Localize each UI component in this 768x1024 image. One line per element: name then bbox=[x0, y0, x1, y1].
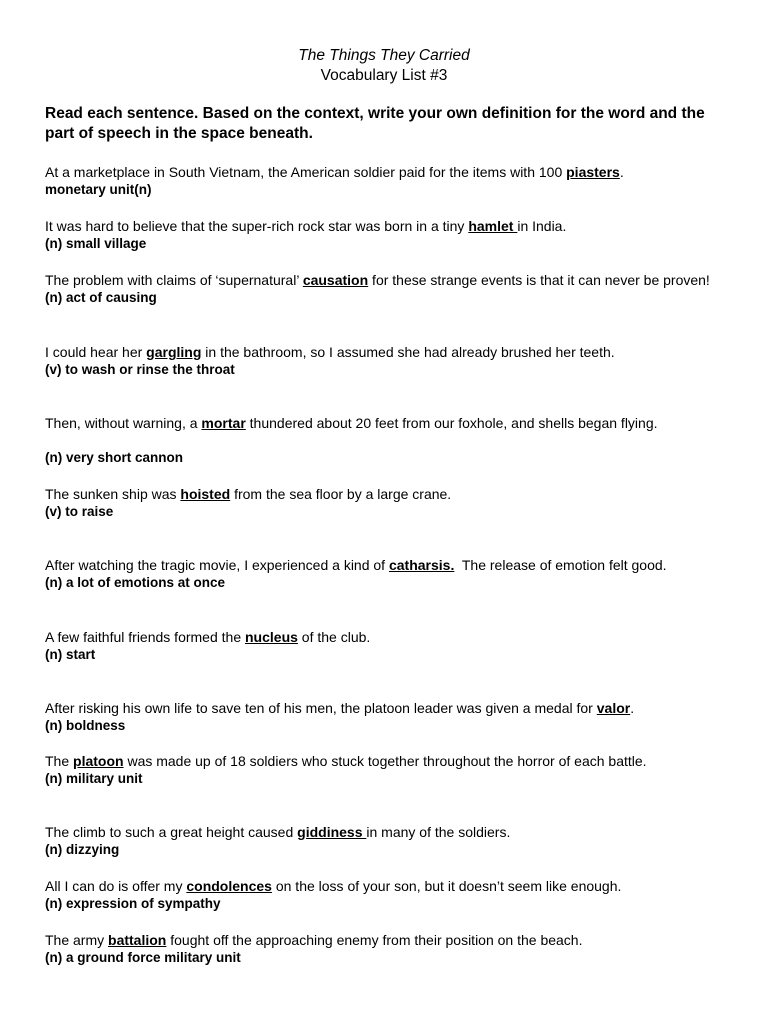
sentence-after: for these strange events is that it can never be proven! bbox=[368, 272, 710, 288]
sentence-after: in the bathroom, so I assumed she had already brushed her teeth. bbox=[201, 344, 615, 360]
sentence-before: The climb to such a great height caused bbox=[45, 824, 298, 840]
example-sentence bbox=[45, 414, 735, 432]
example-sentence bbox=[45, 823, 735, 841]
example-sentence bbox=[45, 931, 735, 949]
example-sentence bbox=[45, 343, 735, 361]
definition: (n) start bbox=[45, 647, 96, 662]
sentence-after: in many of the soldiers. bbox=[366, 824, 511, 840]
sentence-before: I could hear her bbox=[45, 344, 147, 360]
definition: (n) very short cannon bbox=[45, 450, 184, 465]
definition: (v) to wash or rinse the throat bbox=[45, 362, 235, 377]
vocab-word: gargling bbox=[146, 344, 202, 360]
definition: (n) small village bbox=[45, 236, 147, 251]
example-sentence bbox=[45, 699, 735, 717]
title-block bbox=[0, 46, 768, 86]
sentence-before: The army bbox=[45, 932, 109, 948]
vocab-word: condolences bbox=[186, 878, 272, 894]
vocab-item-platoon bbox=[45, 752, 735, 788]
page-title: The Things They Carried bbox=[298, 47, 470, 64]
sentence-before: At a marketplace in South Vietnam, the American soldier paid for the items with 100 bbox=[45, 164, 567, 180]
sentence-after: was made up of 18 soldiers who stuck together throughout the horror of each battle. bbox=[123, 753, 647, 769]
instructions: Read each sentence. Based on the context, write your own definition for the word and the part of speech in the space beneath. bbox=[45, 105, 705, 142]
vocab-word: piasters bbox=[566, 164, 620, 180]
example-sentence bbox=[45, 485, 735, 503]
example-sentence bbox=[45, 271, 735, 289]
vocab-item-causation bbox=[45, 271, 735, 307]
vocab-item-piasters bbox=[45, 163, 735, 199]
sentence-after: from the sea floor by a large crane. bbox=[230, 486, 452, 502]
definition: (n) a ground force military unit bbox=[45, 950, 241, 965]
vocab-item-hoisted bbox=[45, 485, 735, 521]
vocab-word: nucleus bbox=[245, 629, 298, 645]
vocab-item-condolences bbox=[45, 877, 735, 913]
vocab-item-battalion bbox=[45, 931, 735, 967]
vocab-word: platoon bbox=[73, 753, 124, 769]
sentence-after: of the club. bbox=[297, 629, 371, 645]
vocab-item-valor bbox=[45, 699, 735, 735]
definition: (v) to raise bbox=[45, 504, 114, 519]
sentence-before: Then, without warning, a bbox=[45, 415, 202, 431]
vocab-item-giddiness bbox=[45, 823, 735, 859]
sentence-before: The bbox=[45, 753, 74, 769]
vocab-word: catharsis. bbox=[388, 557, 455, 573]
sentence-before: It was hard to believe that the super-rich rock star was born in a tiny bbox=[45, 218, 469, 234]
sentence-before: After watching the tragic movie, I experienced a kind of bbox=[45, 557, 389, 573]
vocab-word: hamlet bbox=[468, 218, 518, 234]
vocab-word: valor bbox=[596, 700, 631, 716]
definition: (n) act of causing bbox=[45, 290, 157, 305]
sentence-before: All I can do is offer my bbox=[45, 878, 187, 894]
example-sentence bbox=[45, 877, 735, 895]
definition: (n) a lot of emotions at once bbox=[45, 575, 226, 590]
example-sentence bbox=[45, 752, 735, 770]
sentence-before: After risking his own life to save ten of his men, the platoon leader was given a medal for bbox=[45, 700, 597, 716]
sentence-after: thundered about 20 feet from our foxhole, and shells began flying. bbox=[245, 415, 658, 431]
vocab-word: giddiness bbox=[297, 824, 367, 840]
vocab-item-catharsis bbox=[45, 556, 735, 592]
sentence-after: . bbox=[619, 164, 624, 180]
sentence-after: in India. bbox=[517, 218, 567, 234]
sentence-after: . bbox=[630, 700, 635, 716]
vocab-word: causation bbox=[302, 272, 369, 288]
example-sentence bbox=[45, 628, 735, 646]
example-sentence bbox=[45, 163, 735, 181]
vocab-item-hamlet bbox=[45, 217, 735, 253]
sentence-before: The sunken ship was bbox=[45, 486, 181, 502]
vocab-item-gargling bbox=[45, 343, 735, 379]
definition: (n) boldness bbox=[45, 718, 126, 733]
sentence-before: A few faithful friends formed the bbox=[45, 629, 245, 645]
vocab-item-nucleus bbox=[45, 628, 735, 664]
sentence-after: The release of emotion felt good. bbox=[454, 557, 667, 573]
definition: (n) military unit bbox=[45, 771, 143, 786]
sentence-before: The problem with claims of ‘supernatural’ bbox=[45, 272, 303, 288]
definition: (n) dizzying bbox=[45, 842, 120, 857]
sentence-after: fought off the approaching enemy from their position on the beach. bbox=[166, 932, 583, 948]
vocab-item-mortar bbox=[45, 414, 735, 467]
vocab-word: mortar bbox=[201, 415, 246, 431]
definition: monetary unit(n) bbox=[45, 182, 152, 197]
vocab-word: hoisted bbox=[180, 486, 231, 502]
definition: (n) expression of sympathy bbox=[45, 896, 221, 911]
example-sentence bbox=[45, 556, 735, 574]
vocab-word: battalion bbox=[108, 932, 167, 948]
example-sentence bbox=[45, 217, 735, 235]
page-subtitle: Vocabulary List #3 bbox=[320, 67, 448, 84]
sentence-after: on the loss of your son, but it doesn’t seem like enough. bbox=[271, 878, 622, 894]
